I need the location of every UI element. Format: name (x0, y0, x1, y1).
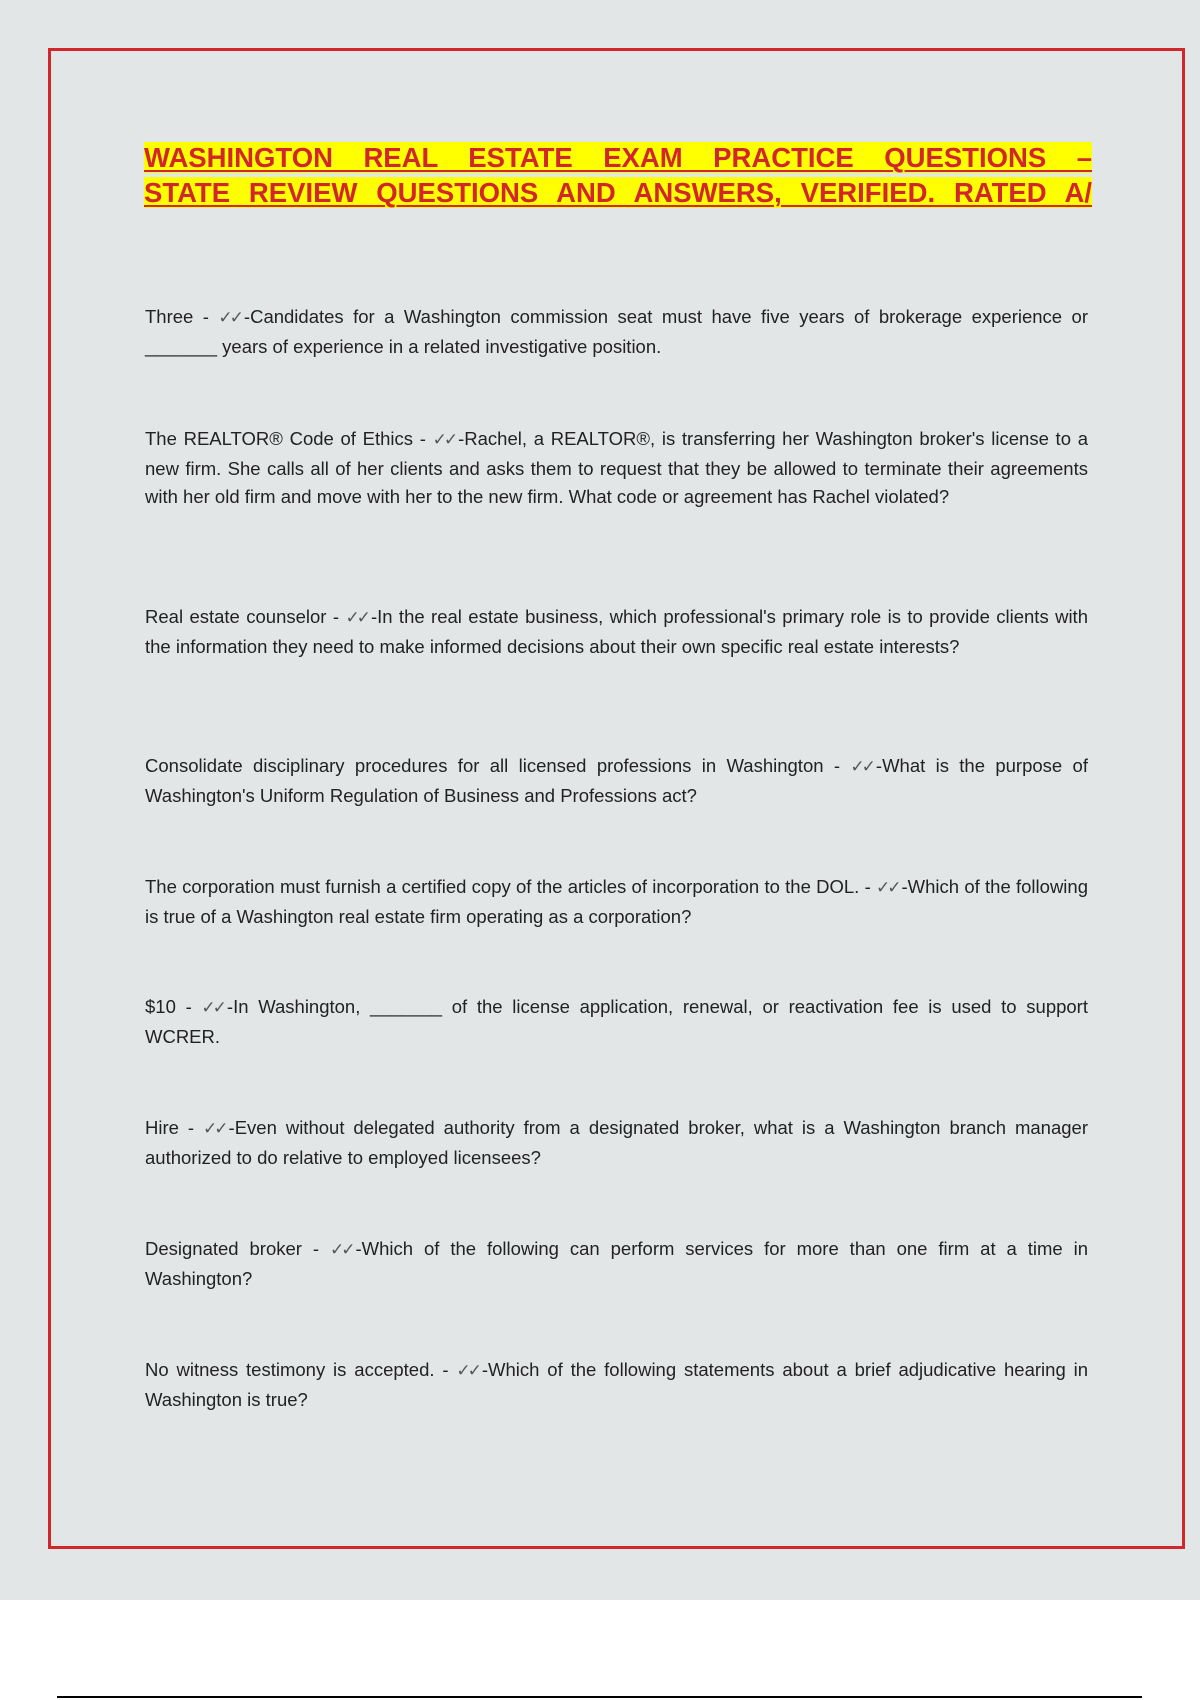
qa-answer: $10 (145, 996, 176, 1017)
title-line-1: WASHINGTON REAL ESTATE EXAM PRACTICE QUESTIONS – (144, 142, 1092, 173)
qa-question: Candidates for a Washington commission seat must have five years of brokerage experience or _______ years of experience in a related investigative position. (145, 306, 1088, 357)
qa-question: Which of the following is true of a Washington real estate firm operating as a corporation? (145, 876, 1088, 927)
qa-question: Even without delegated authority from a designated broker, what is a Washington branch manager authorized to do relative to employed licensees? (145, 1117, 1088, 1168)
qa-question: In the real estate business, which professional's primary role is to provide clients with the information they need to make informed decisions about their own specific real estate interests? (145, 606, 1088, 657)
qa-item: Three - ✓✓ -Candidates for a Washington commission seat must have five years of brokerage experience or _______ years of experience in a related investigative position. (145, 306, 1088, 357)
qa-item: $10 - ✓✓ -In Washington, _______ of the license application, renewal, or reactivation fee is used to support WCRER. (145, 996, 1088, 1047)
footer-rule (57, 1696, 1142, 1698)
qa-item: The corporation must furnish a certified copy of the articles of incorporation to the DOL. - ✓✓ -Which of the following is true of a Washington real estate firm operating as a corporation? (145, 876, 1088, 927)
qa-question: In Washington, _______ of the license application, renewal, or reactivation fee is used to support WCRER. (145, 996, 1088, 1047)
double-check-icon: ✓✓ (201, 998, 224, 1018)
title-line-2: STATE REVIEW QUESTIONS AND ANSWERS, VERIFIED. RATED A/ (144, 177, 1092, 208)
qa-item: The REALTOR® Code of Ethics - ✓✓ -Rachel, a REALTOR®, is transferring her Washington broker's license to a new firm. She calls all of her clients and asks them to request that they be allowed to terminate their agreements with her old firm and move with her to the new firm. What code or agreement has Rachel violated? (145, 428, 1088, 507)
qa-item: Designated broker - ✓✓ -Which of the following can perform services for more than one firm at a time in Washington? (145, 1238, 1088, 1289)
double-check-icon: ✓✓ (329, 1240, 353, 1260)
qa-answer: Three (145, 306, 194, 327)
qa-question: Which of the following can perform services for more than one firm at a time in Washington? (145, 1238, 1088, 1289)
qa-answer: Hire (145, 1117, 179, 1138)
qa-answer: Consolidate disciplinary procedures for all licensed professions in Washington (145, 755, 824, 776)
document-title (144, 140, 1092, 210)
qa-question: Rachel, a REALTOR®, is transferring her Washington broker's license to a new firm. She calls all of her clients and asks them to request that they be allowed to terminate their agreements with her old firm and move with her to the new firm. What code or agreement has Rachel violated? (145, 428, 1088, 507)
double-check-icon: ✓✓ (218, 308, 241, 328)
qa-question: Which of the following statements about a brief adjudicative hearing in Washington is true? (145, 1359, 1088, 1410)
double-check-icon: ✓✓ (432, 430, 456, 450)
double-check-icon: ✓✓ (203, 1119, 226, 1139)
qa-question: What is the purpose of Washington's Uniform Regulation of Business and Professions act? (145, 755, 1088, 806)
double-check-icon: ✓✓ (345, 608, 368, 628)
qa-item: Consolidate disciplinary procedures for all licensed professions in Washington - ✓✓ -What is the purpose of Washington's Uniform Regulation of Business and Professions act? (145, 755, 1088, 806)
qa-answer: The REALTOR® Code of Ethics (145, 428, 414, 449)
qa-answer: Designated broker (145, 1238, 302, 1259)
qa-answer: The corporation must furnish a certified copy of the articles of incorporation to the DOL. (145, 876, 860, 897)
qa-item: No witness testimony is accepted. - ✓✓ -Which of the following statements about a brief adjudicative hearing in Washington is true? (145, 1359, 1088, 1410)
qa-item: Hire - ✓✓ -Even without delegated authority from a designated broker, what is a Washington branch manager authorized to do relative to employed licensees? (145, 1117, 1088, 1168)
qa-item: Real estate counselor - ✓✓ -In the real estate business, which professional's primary role is to provide clients with the information they need to make informed decisions about their own specific real estate interests? (145, 606, 1088, 657)
double-check-icon: ✓✓ (456, 1361, 479, 1381)
qa-answer: No witness testimony is accepted. (145, 1359, 435, 1380)
double-check-icon: ✓✓ (876, 878, 899, 898)
double-check-icon: ✓✓ (850, 757, 873, 777)
qa-answer: Real estate counselor (145, 606, 327, 627)
